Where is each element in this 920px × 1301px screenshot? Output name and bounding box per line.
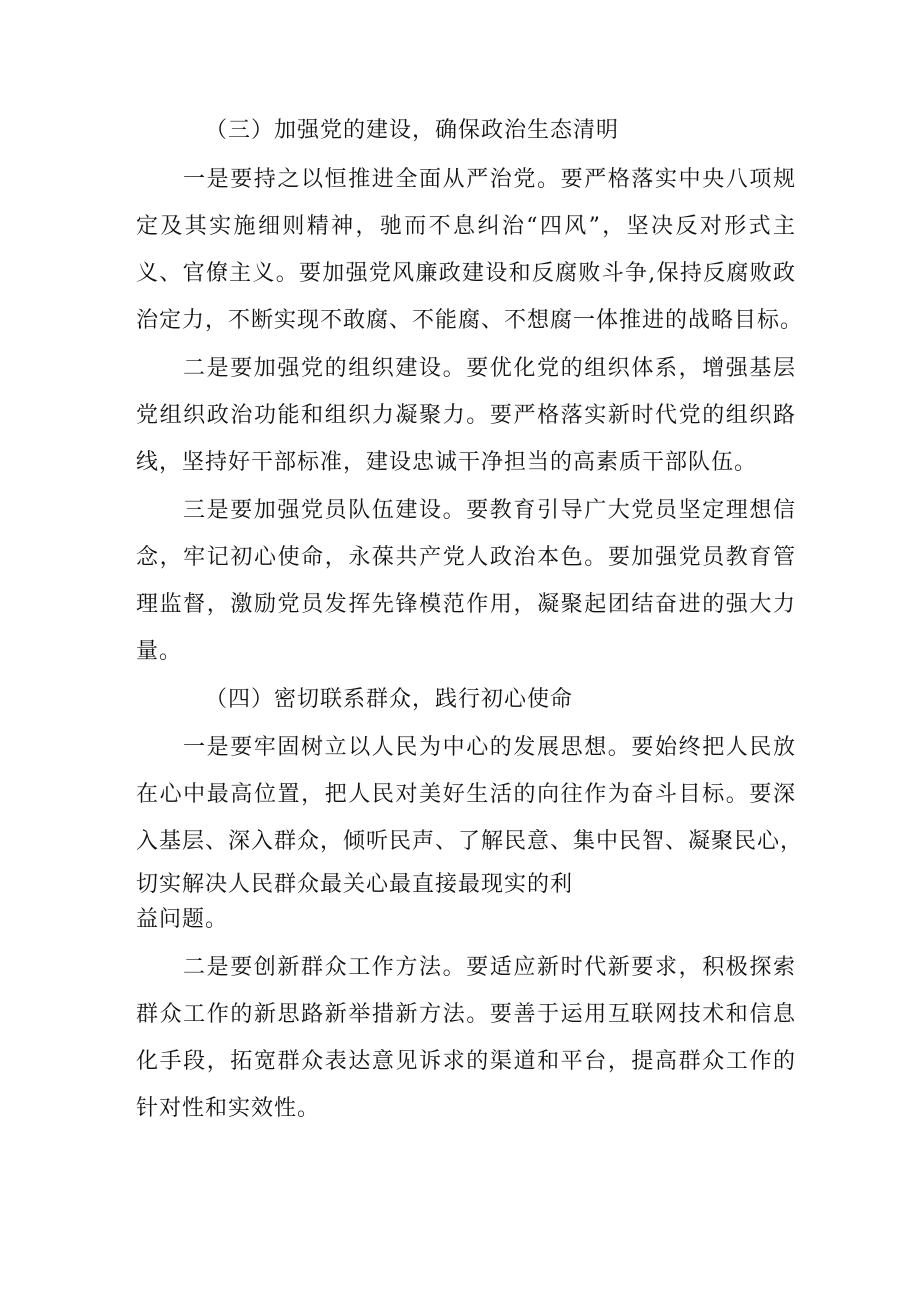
paragraph-line: 入基层、深入群众，倾听民声、了解民意、集中民智、凝聚民心，: [136, 829, 804, 854]
paragraph-line: 线，坚持好干部标准，建设忠诚干净担当的高素质干部队伍。: [136, 450, 758, 475]
section-heading-3: （三）加强党的建设，确保政治生态清明: [205, 118, 620, 143]
paragraph-line: 量。: [136, 639, 183, 664]
section-heading-4: （四）密切联系群众，践行初心使命: [205, 687, 574, 712]
paragraph-line: 在心中最高位置，把人民对美好生活的向往作为奋斗目标。要深: [136, 782, 796, 807]
paragraph-line: 治定力，不断实现不敢腐、不能腐、不想腐一体推进的战略目标。: [136, 308, 804, 333]
paragraph-line: 三是要加强党员队伍建设。要教育引导广大党员坚定理想信: [183, 498, 796, 523]
paragraph-line: 益问题。: [136, 907, 229, 932]
paragraph-line: 党组织政治功能和组织力凝聚力。要严格落实新时代党的组织路: [136, 403, 796, 428]
paragraph-line: 一是要牢固树立以人民为中心的发展思想。要始终把人民放: [183, 735, 796, 760]
paragraph-line: 二是要创新群众工作方法。要适应新时代新要求，积极探索: [183, 955, 796, 980]
paragraph-line: 针对性和实效性。: [136, 1096, 321, 1121]
paragraph-line: 义、官僚主义。要加强党风廉政建设和反腐败斗争,保持反腐败政: [136, 261, 796, 286]
paragraph-line: 一是要持之以恒推进全面从严治党。要严格落实中央八项规: [183, 167, 796, 192]
paragraph-line: 二是要加强党的组织建设。要优化党的组织体系，增强基层: [183, 356, 796, 381]
paragraph-line: 切实解决人民群众最关心最直接最现实的利: [136, 872, 574, 897]
paragraph-line: 化手段，拓宽群众表达意见诉求的渠道和平台，提高群众工作的: [136, 1049, 796, 1074]
paragraph-line: 理监督，激励党员发挥先锋模范作用，凝聚起团结奋进的强大力: [136, 592, 796, 617]
paragraph-line: 定及其实施细则精神，驰而不息纠治“四风”，坚决反对形式主: [136, 214, 796, 239]
paragraph-line: 念，牢记初心使命，永葆共产党人政治本色。要加强党员教育管: [136, 545, 796, 570]
paragraph-line: 群众工作的新思路新举措新方法。要善于运用互联网技术和信息: [136, 1002, 796, 1027]
